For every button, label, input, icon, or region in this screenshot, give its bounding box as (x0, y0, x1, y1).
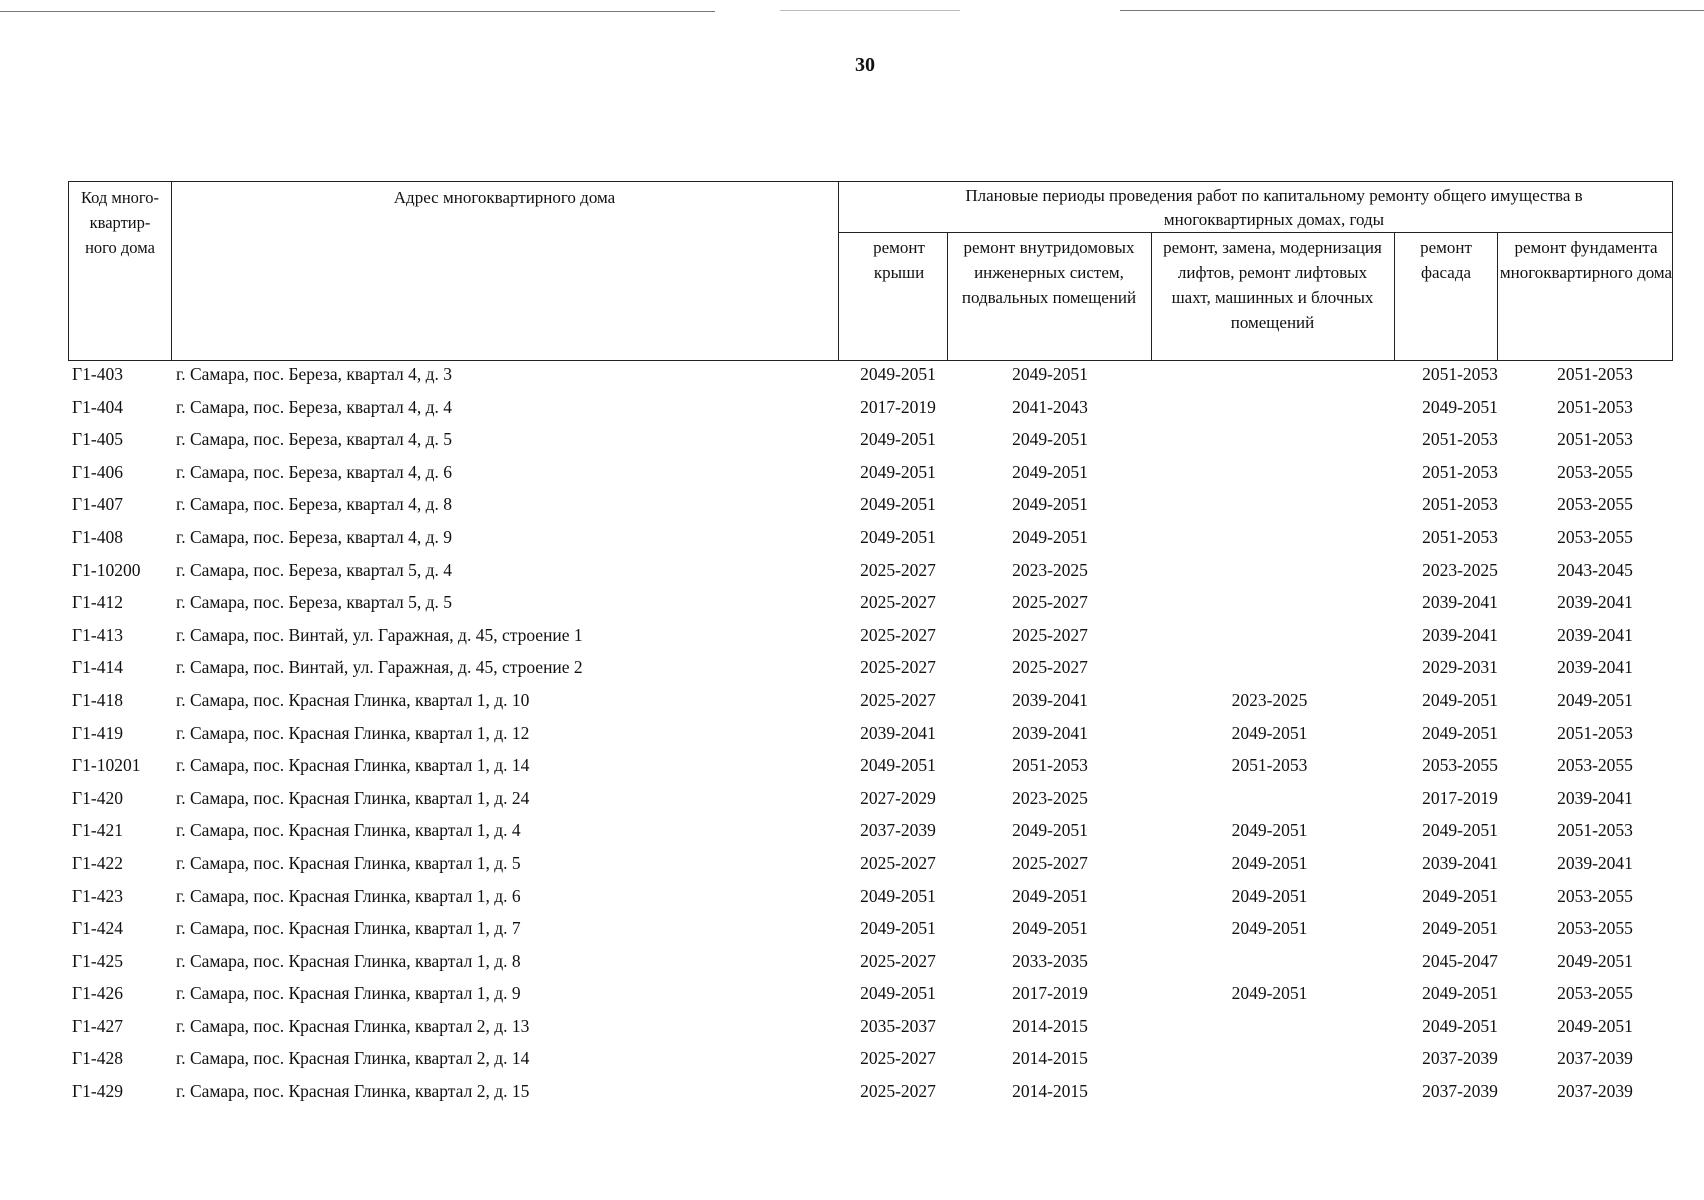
table-row (68, 427, 1673, 460)
facade-repair-period: 2039-2041 (1422, 624, 1498, 645)
foundation-repair-period: 2053-2055 (1557, 918, 1633, 939)
house-code: Г1-403 (72, 364, 123, 384)
table-row (68, 558, 1673, 591)
house-address: г. Самара, пос. Береза, квартал 4, д. 4 (176, 396, 453, 417)
engineering-repair-period: 2023-2025 (1012, 559, 1088, 580)
house-address: г. Самара, пос. Красная Глинка, квартал 1, д. 10 (176, 689, 530, 710)
house-code: Г1-405 (72, 429, 123, 450)
house-code: Г1-404 (72, 396, 123, 417)
engineering-repair-period: 2039-2041 (1012, 689, 1088, 710)
house-address: г. Самара, пос. Красная Глинка, квартал 1, д. 5 (176, 852, 521, 873)
facade-repair-period: 2051-2053 (1422, 494, 1498, 515)
house-code: Г1-419 (72, 722, 123, 743)
roof-repair-period: 2025-2027 (860, 624, 936, 645)
house-code: Г1-412 (72, 592, 123, 613)
roof-repair-period: 2049-2051 (860, 755, 936, 776)
roof-repair-period: 2017-2019 (860, 396, 936, 417)
foundation-repair-period: 2053-2055 (1557, 755, 1633, 776)
house-address: г. Самара, пос. Береза, квартал 5, д. 5 (176, 592, 453, 613)
facade-repair-period: 2049-2051 (1422, 689, 1498, 710)
foundation-repair-period: 2053-2055 (1557, 983, 1633, 1004)
engineering-repair-period: 2025-2027 (1012, 657, 1088, 678)
house-address: г. Самара, пос. Береза, квартал 4, д. 6 (176, 461, 453, 482)
facade-repair-period: 2039-2041 (1422, 852, 1498, 873)
table-header (68, 181, 1673, 361)
roof-repair-period: 2049-2051 (860, 429, 936, 450)
house-code: Г1-414 (72, 657, 123, 678)
house-address: г. Самара, пос. Красная Глинка, квартал 1, д. 9 (176, 983, 521, 1004)
engineering-repair-period: 2049-2051 (1012, 461, 1088, 482)
house-address: г. Самара, пос. Красная Глинка, квартал 1, д. 7 (176, 918, 521, 939)
facade-repair-period: 2029-2031 (1422, 657, 1498, 678)
engineering-repair-period: 2017-2019 (1012, 983, 1088, 1004)
engineering-repair-period: 2033-2035 (1012, 950, 1088, 971)
lift-repair-period: 2049-2051 (1231, 852, 1308, 873)
house-address: г. Самара, пос. Береза, квартал 4, д. 8 (176, 494, 453, 515)
foundation-repair-period: 2039-2041 (1557, 624, 1633, 645)
engineering-repair-period: 2039-2041 (1012, 722, 1088, 743)
engineering-repair-period: 2049-2051 (1012, 885, 1088, 906)
engineering-repair-period: 2014-2015 (1012, 1048, 1088, 1069)
foundation-repair-period: 2051-2053 (1557, 722, 1633, 743)
foundation-repair-period: 2049-2051 (1557, 689, 1633, 710)
lift-repair-period: 2049-2051 (1231, 983, 1308, 1004)
house-code: Г1-429 (72, 1081, 123, 1102)
foundation-repair-period: 2053-2055 (1557, 461, 1633, 482)
house-address: г. Самара, пос. Красная Глинка, квартал 1, д. 14 (176, 755, 530, 776)
house-code: Г1-413 (72, 624, 123, 645)
column-divider (1394, 232, 1395, 360)
roof-repair-period: 2025-2027 (860, 592, 936, 613)
facade-repair-period: 2049-2051 (1422, 722, 1498, 743)
table-row (68, 949, 1673, 982)
roof-repair-period: 2025-2027 (860, 950, 936, 971)
foundation-repair-period: 2037-2039 (1557, 1048, 1633, 1069)
foundation-repair-period: 2039-2041 (1557, 592, 1633, 613)
house-code: Г1-427 (72, 1015, 123, 1036)
house-address: г. Самара, пос. Красная Глинка, квартал 2, д. 13 (176, 1015, 530, 1036)
engineering-repair-period: 2014-2015 (1012, 1015, 1088, 1036)
header-code: Код много- квартир- ного дома (80, 188, 160, 257)
engineering-repair-period: 2051-2053 (1012, 755, 1088, 776)
house-code: Г1-426 (72, 983, 123, 1004)
lift-repair-period: 2051-2053 (1231, 755, 1308, 776)
house-address: г. Самара, пос. Красная Глинка, квартал 2, д. 15 (176, 1081, 530, 1102)
house-code: Г1-408 (72, 526, 123, 547)
column-divider (1497, 232, 1498, 360)
roof-repair-period: 2049-2051 (860, 494, 936, 515)
table-row (68, 981, 1673, 1014)
roof-repair-period: 2049-2051 (860, 885, 936, 906)
foundation-repair-period: 2053-2055 (1557, 885, 1633, 906)
house-address: г. Самара, пос. Винтай, ул. Гаражная, д. 45, строение 1 (176, 624, 583, 645)
scan-line (0, 11, 715, 12)
table-row (68, 460, 1673, 493)
facade-repair-period: 2049-2051 (1422, 1015, 1498, 1036)
foundation-repair-period: 2051-2053 (1557, 396, 1633, 417)
lift-repair-period: 2049-2051 (1231, 820, 1308, 841)
table-row (68, 395, 1673, 428)
roof-repair-period: 2049-2051 (860, 364, 936, 384)
foundation-repair-period: 2049-2051 (1557, 950, 1633, 971)
house-code: Г1-406 (72, 461, 123, 482)
table-row (68, 1046, 1673, 1079)
header-divider (838, 232, 1672, 233)
facade-repair-period: 2037-2039 (1422, 1048, 1498, 1069)
page-number: 30 (855, 54, 875, 76)
lift-repair-period: 2049-2051 (1231, 722, 1308, 743)
house-code: Г1-424 (72, 918, 123, 939)
house-code: Г1-421 (72, 820, 123, 841)
house-code: Г1-10201 (72, 755, 141, 776)
facade-repair-period: 2045-2047 (1422, 950, 1498, 971)
roof-repair-period: 2025-2027 (860, 657, 936, 678)
facade-repair-period: 2051-2053 (1422, 429, 1498, 450)
engineering-repair-period: 2049-2051 (1012, 429, 1088, 450)
house-address: г. Самара, пос. Красная Глинка, квартал 1, д. 24 (176, 787, 530, 808)
house-code: Г1-423 (72, 885, 123, 906)
engineering-repair-period: 2025-2027 (1012, 852, 1088, 873)
roof-repair-period: 2049-2051 (860, 918, 936, 939)
house-address: г. Самара, пос. Красная Глинка, квартал 1, д. 6 (176, 885, 521, 906)
house-code: Г1-428 (72, 1048, 123, 1069)
table-row (68, 721, 1673, 754)
header-foundation: ремонт фундамента многоквартирного дома (1499, 238, 1673, 282)
foundation-repair-period: 2051-2053 (1557, 364, 1633, 384)
house-code: Г1-420 (72, 787, 123, 808)
foundation-repair-period: 2039-2041 (1557, 657, 1633, 678)
facade-repair-period: 2051-2053 (1422, 526, 1498, 547)
engineering-repair-period: 2049-2051 (1012, 494, 1088, 515)
roof-repair-period: 2025-2027 (860, 1081, 936, 1102)
foundation-repair-period: 2053-2055 (1557, 494, 1633, 515)
house-address: г. Самара, пос. Береза, квартал 4, д. 3 (176, 364, 453, 384)
engineering-repair-period: 2049-2051 (1012, 820, 1088, 841)
roof-repair-period: 2025-2027 (860, 559, 936, 580)
table-row (68, 492, 1673, 525)
header-roof: ремонт крыши (873, 238, 925, 282)
roof-repair-period: 2049-2051 (860, 526, 936, 547)
lift-repair-period: 2049-2051 (1231, 918, 1308, 939)
foundation-repair-period: 2053-2055 (1557, 526, 1633, 547)
engineering-repair-period: 2049-2051 (1012, 526, 1088, 547)
foundation-repair-period: 2051-2053 (1557, 429, 1633, 450)
roof-repair-period: 2025-2027 (860, 689, 936, 710)
table-row (68, 851, 1673, 884)
facade-repair-period: 2023-2025 (1422, 559, 1498, 580)
table-row (68, 753, 1673, 786)
facade-repair-period: 2049-2051 (1422, 918, 1498, 939)
house-address: г. Самара, пос. Береза, квартал 4, д. 5 (176, 429, 453, 450)
table-row (68, 362, 1673, 395)
facade-repair-period: 2049-2051 (1422, 396, 1498, 417)
foundation-repair-period: 2037-2039 (1557, 1081, 1633, 1102)
house-code: Г1-10200 (72, 559, 141, 580)
table-row (68, 1079, 1673, 1112)
column-divider (1151, 232, 1152, 360)
lift-repair-period: 2023-2025 (1231, 689, 1308, 710)
engineering-repair-period: 2025-2027 (1012, 624, 1088, 645)
house-address: г. Самара, пос. Красная Глинка, квартал 1, д. 8 (176, 950, 521, 971)
header-engineering: ремонт внутридомовых инженерных систем, подвальных помещений (961, 238, 1137, 307)
roof-repair-period: 2035-2037 (860, 1015, 936, 1036)
house-address: г. Самара, пос. Винтай, ул. Гаражная, д. 45, строение 2 (176, 657, 583, 678)
table-row (68, 916, 1673, 949)
house-address: г. Самара, пос. Красная Глинка, квартал 1, д. 4 (176, 820, 521, 841)
header-lifts: ремонт, замена, модернизация лифтов, ремонт лифтовых шахт, машинных и блочных помещений (1163, 238, 1382, 332)
foundation-repair-period: 2039-2041 (1557, 852, 1633, 873)
engineering-repair-period: 2014-2015 (1012, 1081, 1088, 1102)
engineering-repair-period: 2049-2051 (1012, 364, 1088, 384)
table-body (68, 362, 1673, 1112)
facade-repair-period: 2039-2041 (1422, 592, 1498, 613)
facade-repair-period: 2051-2053 (1422, 364, 1498, 384)
facade-repair-period: 2053-2055 (1422, 755, 1498, 776)
foundation-repair-period: 2043-2045 (1557, 559, 1633, 580)
foundation-repair-period: 2049-2051 (1557, 1015, 1633, 1036)
header-facade: ремонт фасада (1420, 238, 1472, 282)
lift-repair-period: 2049-2051 (1231, 885, 1308, 906)
table-row (68, 1014, 1673, 1047)
column-divider (947, 232, 948, 360)
table-row (68, 590, 1673, 623)
table-row (68, 884, 1673, 917)
roof-repair-period: 2025-2027 (860, 1048, 936, 1069)
house-address: г. Самара, пос. Береза, квартал 5, д. 4 (176, 559, 453, 580)
roof-repair-period: 2049-2051 (860, 461, 936, 482)
house-address: г. Самара, пос. Красная Глинка, квартал 2, д. 14 (176, 1048, 530, 1069)
facade-repair-period: 2051-2053 (1422, 461, 1498, 482)
engineering-repair-period: 2025-2027 (1012, 592, 1088, 613)
roof-repair-period: 2037-2039 (860, 820, 936, 841)
engineering-repair-period: 2041-2043 (1012, 396, 1088, 417)
house-code: Г1-407 (72, 494, 123, 515)
table-row (68, 688, 1673, 721)
house-address: г. Самара, пос. Береза, квартал 4, д. 9 (176, 526, 453, 547)
house-code: Г1-422 (72, 852, 123, 873)
scan-line (780, 10, 960, 11)
facade-repair-period: 2049-2051 (1422, 820, 1498, 841)
roof-repair-period: 2025-2027 (860, 852, 936, 873)
header-address: Адрес многоквартирного дома (393, 188, 616, 207)
table-row (68, 786, 1673, 819)
engineering-repair-period: 2049-2051 (1012, 918, 1088, 939)
column-divider (838, 182, 839, 360)
scan-line (1120, 10, 1704, 11)
facade-repair-period: 2049-2051 (1422, 885, 1498, 906)
facade-repair-period: 2049-2051 (1422, 983, 1498, 1004)
house-address: г. Самара, пос. Красная Глинка, квартал 1, д. 12 (176, 722, 530, 743)
facade-repair-period: 2017-2019 (1422, 787, 1498, 808)
engineering-repair-period: 2023-2025 (1012, 787, 1088, 808)
foundation-repair-period: 2039-2041 (1557, 787, 1633, 808)
header-periods: Плановые периоды проведения работ по капитальному ремонту общего имущества в многоквартирных домах, годы (965, 186, 1583, 229)
house-code: Г1-425 (72, 950, 123, 971)
foundation-repair-period: 2051-2053 (1557, 820, 1633, 841)
roof-repair-period: 2049-2051 (860, 983, 936, 1004)
table-row (68, 655, 1673, 688)
roof-repair-period: 2027-2029 (860, 787, 936, 808)
facade-repair-period: 2037-2039 (1422, 1081, 1498, 1102)
house-code: Г1-418 (72, 689, 123, 710)
table-row (68, 623, 1673, 656)
table-row (68, 525, 1673, 558)
roof-repair-period: 2039-2041 (860, 722, 936, 743)
table-row (68, 818, 1673, 851)
